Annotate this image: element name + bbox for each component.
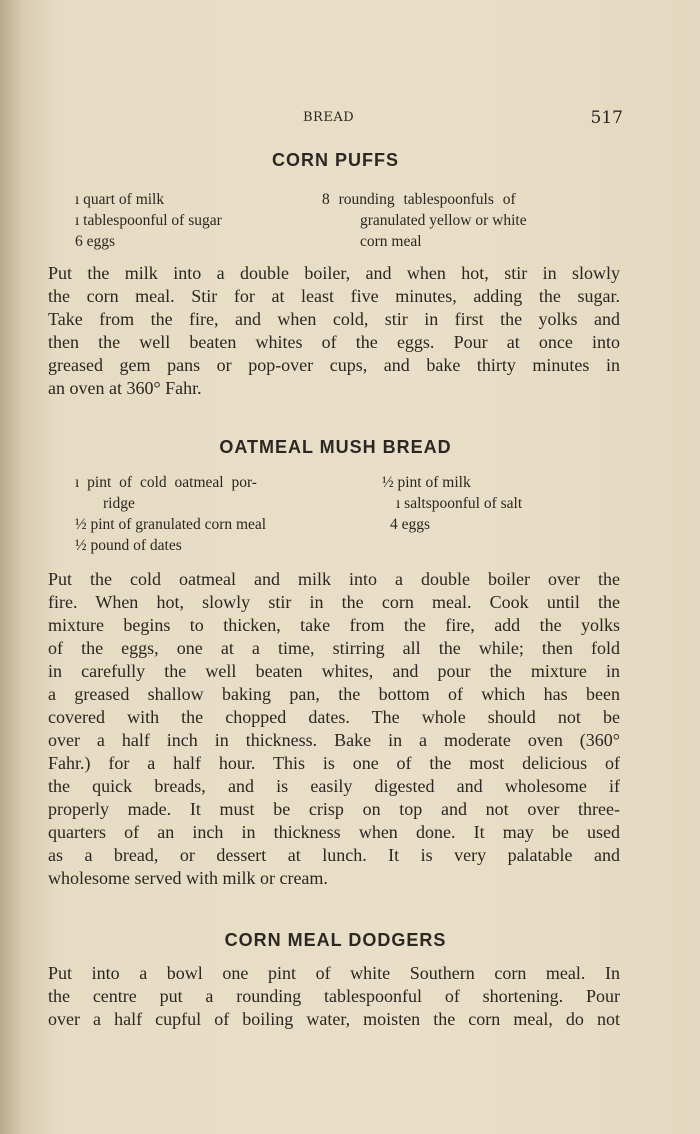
ingredient-list-right bbox=[382, 472, 522, 535]
ingredient: ½ pint of granulated corn meal bbox=[75, 516, 267, 533]
ingredient: ½ pint of milk bbox=[382, 474, 471, 491]
text-line: over a half cupful of boiling water, moisten the corn meal, do not bbox=[48, 1009, 620, 1029]
text-line: as a bread, or dessert at lunch. It is very palatable and bbox=[48, 845, 620, 865]
text-line: of the eggs, one at a time, stirring all the while; then fold bbox=[48, 638, 620, 658]
recipe-instructions bbox=[48, 962, 620, 1031]
ingredient-list-left bbox=[75, 472, 266, 556]
text-line: greased gem pans or pop-over cups, and bake thirty minutes in bbox=[48, 355, 620, 375]
text-line: the centre put a rounding tablespoonful of shortening. Pour bbox=[48, 986, 620, 1006]
ingredient: ı tablespoonful of sugar bbox=[75, 212, 222, 229]
text-line: an oven at 360° Fahr. bbox=[48, 378, 202, 398]
recipe-title-corn-puffs: CORN PUFFS bbox=[272, 150, 399, 170]
text-line: Put the cold oatmeal and milk into a double boiler over the bbox=[48, 569, 620, 589]
text-line: over a half inch in thickness. Bake in a moderate oven (360° bbox=[48, 730, 620, 750]
text-line: mixture begins to thicken, take from the fire, add the yolks bbox=[48, 615, 620, 635]
ingredient: 6 eggs bbox=[75, 233, 116, 250]
running-title: BREAD bbox=[303, 110, 355, 125]
ingredient-list-left bbox=[75, 189, 222, 252]
text-line: a greased shallow baking pan, the bottom of which has been bbox=[48, 684, 620, 704]
text-line: wholesome served with milk or cream. bbox=[48, 868, 328, 888]
ingredient: ½ pound of dates bbox=[75, 537, 182, 554]
recipe-instructions bbox=[48, 262, 620, 400]
text-line: in carefully the well beaten whites, and pour the mixture in bbox=[48, 661, 620, 681]
recipe-title-oatmeal-mush-bread: OATMEAL MUSH BREAD bbox=[219, 437, 452, 457]
text-line: quarters of an inch in thickness when done. It may be used bbox=[48, 822, 620, 842]
text-line: fire. When hot, slowly stir in the corn meal. Cook until the bbox=[48, 592, 620, 612]
ingredient-list-right bbox=[322, 189, 527, 252]
ingredient: ı saltspoonful of salt bbox=[396, 495, 523, 512]
text-line: Fahr.) for a half hour. This is one of the most delicious of bbox=[48, 753, 620, 773]
text-line: properly made. It must be crisp on top and not over three- bbox=[48, 799, 620, 819]
recipe-title-corn-meal-dodgers: CORN MEAL DODGERS bbox=[224, 930, 447, 950]
text-line: Put the milk into a double boiler, and when hot, stir in slowly bbox=[48, 263, 620, 283]
running-head bbox=[48, 108, 623, 130]
ingredient: 8 rounding tablespoonfuls of bbox=[322, 191, 516, 208]
text-line: Take from the fire, and when cold, stir in first the yolks and bbox=[48, 309, 620, 329]
ingredient: granulated yellow or white bbox=[360, 212, 527, 229]
text-line: the quick breads, and is easily digested and wholesome if bbox=[48, 776, 620, 796]
ingredient: ridge bbox=[103, 495, 135, 512]
ingredient: corn meal bbox=[360, 233, 422, 250]
text-line: Put into a bowl one pint of white Southern corn meal. In bbox=[48, 963, 620, 983]
text-line: covered with the chopped dates. The whole should not be bbox=[48, 707, 620, 727]
ingredient: ı quart of milk bbox=[75, 191, 165, 208]
recipe-instructions bbox=[48, 568, 620, 890]
page-number: 517 bbox=[590, 108, 623, 128]
ingredient: 4 eggs bbox=[390, 516, 431, 533]
ingredient: ı pint of cold oatmeal por- bbox=[75, 474, 257, 491]
text-line: the corn meal. Stir for at least five minutes, adding the sugar. bbox=[48, 286, 620, 306]
text-line: then the well beaten whites of the eggs. Pour at once into bbox=[48, 332, 620, 352]
